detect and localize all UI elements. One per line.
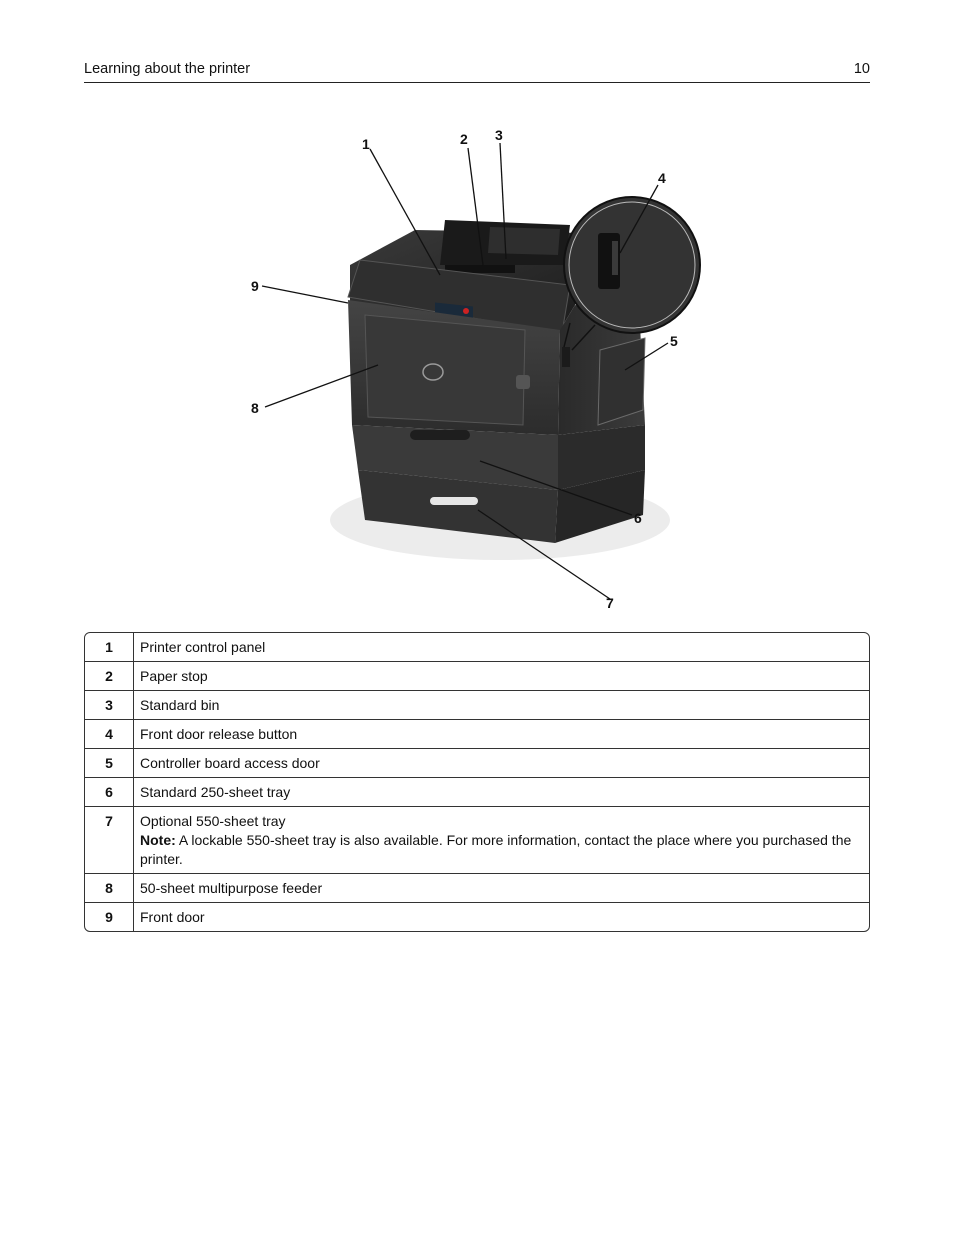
row-description: Printer control panel: [134, 633, 869, 662]
table-row: [85, 749, 869, 778]
stop-button: [463, 308, 469, 314]
callout-5: 5: [670, 333, 678, 349]
tray2-handle: [430, 497, 478, 505]
row-description: Front door release button: [134, 720, 869, 749]
table-row: [85, 874, 869, 903]
callout-2: 2: [460, 131, 468, 147]
bin-output: [488, 227, 560, 255]
callout-6: 6: [634, 510, 642, 526]
page-header: [84, 60, 870, 83]
row-description-with-note: [134, 807, 869, 874]
callout-1: 1: [362, 136, 370, 152]
table-row: [85, 807, 869, 874]
callout-8: 8: [251, 400, 259, 416]
row-description: Optional 550-sheet tray: [140, 813, 286, 829]
note-body: A lockable 550-sheet tray is also available. For more information, contact the place where you purchased the printer.: [140, 832, 852, 867]
table-row: [85, 633, 869, 662]
row-number: 2: [85, 662, 134, 691]
note-label: Note:: [140, 832, 176, 848]
table-row: [85, 903, 869, 931]
row-description: Front door: [140, 909, 205, 925]
callout-9: 9: [251, 278, 259, 294]
table-row: [85, 720, 869, 749]
row-number: 3: [85, 691, 134, 720]
printer-illustration: [240, 125, 710, 620]
table-row: [85, 778, 869, 807]
multipurpose-feeder: [365, 315, 525, 425]
row-description: Controller board access door: [134, 749, 869, 778]
note-text: [140, 831, 863, 873]
table-row: [85, 691, 869, 720]
row-description: Standard bin: [134, 691, 869, 720]
parts-legend-table: [84, 632, 870, 932]
row-description: 50-sheet multipurpose feeder: [134, 874, 869, 903]
row-number: 5: [85, 749, 134, 778]
tray1-handle: [410, 430, 470, 440]
controller-board-door: [598, 338, 645, 425]
row-number: 9: [85, 903, 134, 931]
row-number: 6: [85, 778, 134, 807]
row-number: 7: [85, 807, 134, 874]
callout-7: 7: [606, 595, 614, 611]
release-button: [562, 347, 570, 367]
row-number: 8: [85, 874, 134, 903]
page-number: 10: [853, 61, 870, 77]
magnifier-circle: [564, 197, 700, 333]
callout-3: 3: [495, 127, 503, 143]
section-title: Learning about the printer: [84, 61, 251, 77]
row-number: 1: [85, 633, 134, 662]
row-description: Paper stop: [134, 662, 869, 691]
table-row: [85, 662, 869, 691]
row-description: Standard 250-sheet tray: [134, 778, 869, 807]
callout-4: 4: [658, 170, 666, 186]
feeder-handle: [516, 375, 530, 389]
row-number: 4: [85, 720, 134, 749]
